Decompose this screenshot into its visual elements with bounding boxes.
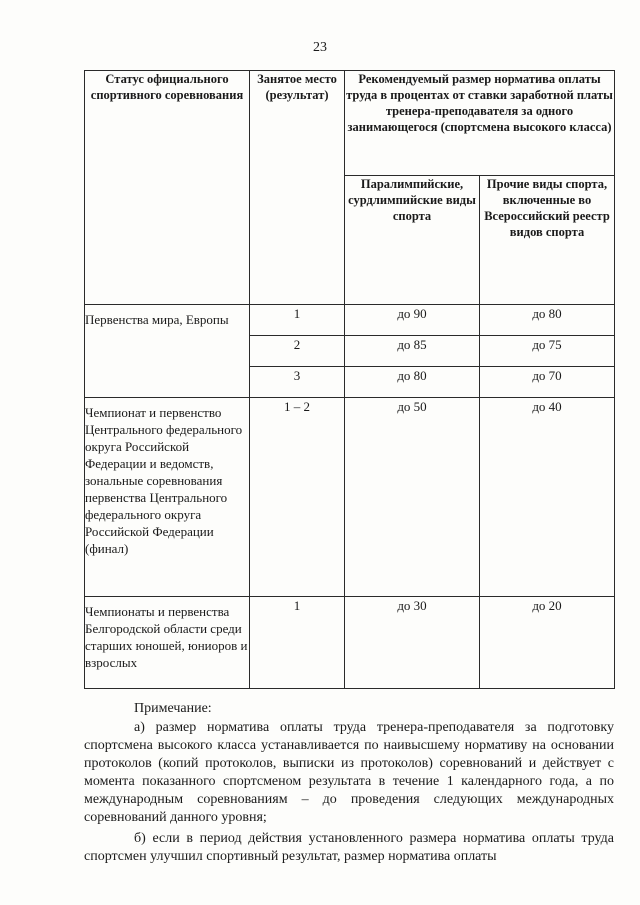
row-other: до 80 [480, 305, 615, 336]
row-status-belgorod: Чемпионаты и первенства Белгородской области среди старших юношей, юниоров и взрослых [85, 597, 250, 689]
row-place: 3 [250, 367, 345, 398]
table-row [85, 597, 615, 689]
table-row [85, 398, 615, 597]
notes-section [84, 700, 614, 866]
table-header-row [85, 71, 615, 176]
header-place: Занятое место (результат) [250, 71, 345, 305]
row-other: до 20 [480, 597, 615, 689]
row-paralympic: до 90 [345, 305, 480, 336]
row-other: до 40 [480, 398, 615, 597]
header-other: Прочие виды спорта, включенные во Всероссийский реестр видов спорта [480, 176, 615, 305]
row-paralympic: до 80 [345, 367, 480, 398]
row-status-central-district: Чемпионат и первенство Центрального федерального округа Российской Федерации и ведомств, зональные соревнования первенства Центрального федерального округа Российской Федерации (финал) [85, 398, 250, 597]
header-paralympic: Паралимпийские, сурдлимпийские виды спорта [345, 176, 480, 305]
header-recommended: Рекомендуемый размер норматива оплаты труда в процентах от ставки заработной платы тренера-преподавателя за одного занимающегося (спортсмена высокого класса) [345, 71, 615, 176]
row-other: до 75 [480, 336, 615, 367]
page-number: 23 [313, 40, 327, 55]
header-status: Статус официального спортивного соревнования [85, 71, 250, 305]
notes-title: Примечание: [134, 701, 212, 716]
row-place: 2 [250, 336, 345, 367]
table-row [85, 305, 615, 336]
norms-table [84, 70, 615, 689]
row-place: 1 – 2 [250, 398, 345, 597]
note-a: а) размер норматива оплаты труда тренера-преподавателя за подготовку спортсмена высокого класса устанавливается по наивысшему нормативу на основании протоколов (копий протоколов, выписки из протоколов) соревнований и действует с момента показанного спортсменом результата в течение 1 календарного года, а по международным соревнованиям – до проведения следующих международных соревнований данного уровня; [84, 720, 614, 825]
row-other: до 70 [480, 367, 615, 398]
row-paralympic: до 85 [345, 336, 480, 367]
row-place: 1 [250, 305, 345, 336]
row-status-world-europe: Первенства мира, Европы [85, 305, 250, 398]
row-paralympic: до 50 [345, 398, 480, 597]
note-b: б) если в период действия установленного размера норматива оплаты труда спортсмен улучшил спортивный результат, размер норматива оплаты [84, 831, 614, 864]
row-place: 1 [250, 597, 345, 689]
row-paralympic: до 30 [345, 597, 480, 689]
